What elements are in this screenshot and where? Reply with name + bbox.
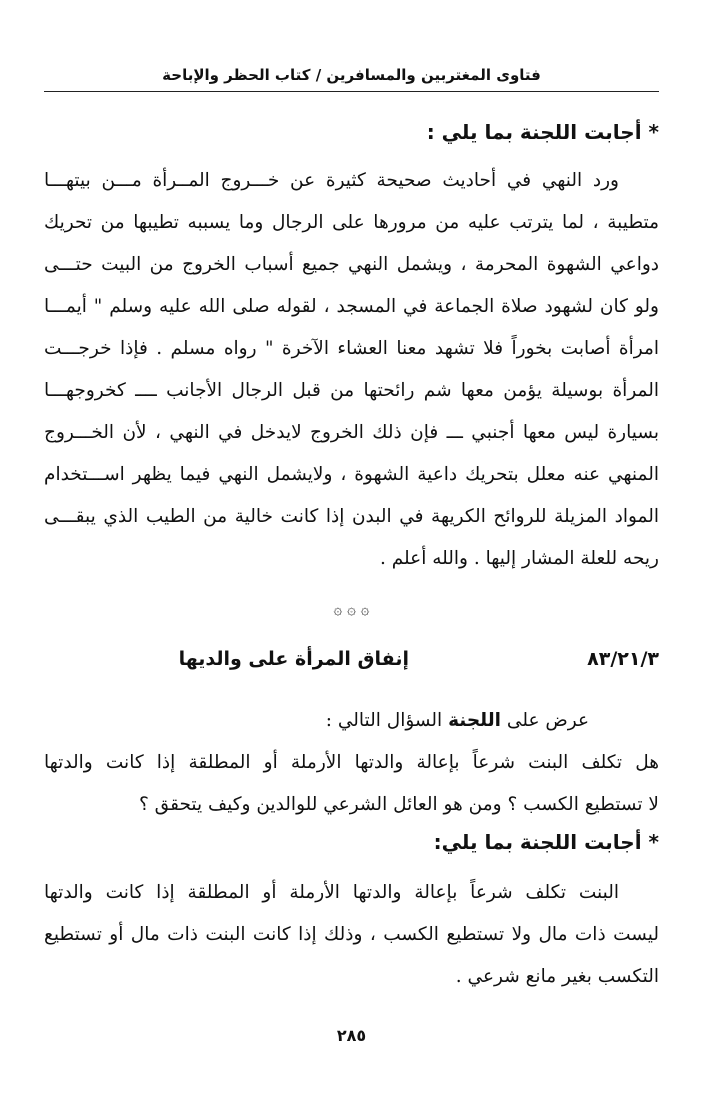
text-line: ورد النهي في أحاديث صحيحة كثيرة عن خـــروج المــرأة مـــن بيتهـــا — [44, 170, 619, 191]
text-line: دواعي الشهوة المحرمة ، ويشمل النهي جميع أسباب الخروج من البيت حتـــى — [44, 254, 659, 275]
text-line: امرأة أصابت بخوراً فلا تشهد معنا العشاء الآخرة " رواه مسلم . فإذا خرجـــت — [44, 338, 659, 359]
text-line: المواد المزيلة للروائح الكريهة في البدن إذا كانت خالية من الطيب الذي يبقـــى — [44, 506, 659, 527]
running-header: فتاوى المغتربين والمسافرين / كتاب الحظر والإباحة — [162, 66, 541, 84]
text-line: ريحه للعلة المشار إليها . والله أعلم . — [379, 548, 659, 569]
text-line: بسيارة ليس معها أجنبي ـــ فإن ذلك الخروج لايدخل في النهي ، لأن الخـــروج — [44, 422, 659, 443]
text-line: التكسب بغير مانع شرعي . — [455, 966, 659, 987]
header-rule — [44, 91, 659, 92]
text-line: لا تستطيع الكسب ؟ ومن هو العائل الشرعي للوالدين وكيف يتحقق ؟ — [138, 794, 659, 815]
answer-heading-2: * أجابت اللجنة بما يلي: — [433, 830, 659, 854]
question-title: إنفاق المرأة على والديها — [178, 648, 409, 670]
question-body — [44, 700, 659, 826]
section-divider-ornament: ۞ ۞ ۞ — [333, 600, 370, 618]
intro-prefix: عرض على — [501, 710, 589, 731]
answer-body-1 — [44, 160, 659, 580]
text-line: ليست ذات مال ولا تستطيع الكسب ، وذلك إذا كانت البنت ذات مال أو تستطيع — [44, 924, 659, 945]
text-line: البنت تكلف شرعاً بإعالة والدتها الأرملة أو المطلقة إذا كانت والدتها — [44, 882, 619, 903]
text-line: المرأة بوسيلة يؤمن معها شم رائحتها من قبل الرجال الأجانب ــــ كخروجهـــا — [44, 380, 659, 401]
question-title-row — [44, 648, 659, 684]
question-intro — [44, 700, 659, 742]
committee-word: اللجنة — [448, 710, 502, 731]
intro-suffix: السؤال التالي : — [325, 710, 449, 731]
answer-heading-1: * أجابت اللجنة بما يلي : — [426, 120, 659, 144]
text-line: المنهي عنه معلل بتحريك داعية الشهوة ، ولايشمل النهي فيما يظهر اســـتخدام — [44, 464, 659, 485]
text-line: ولو كان لشهود صلاة الجماعة في المسجد ، لقوله صلى الله عليه وسلم " أيمـــا — [44, 296, 659, 317]
question-number: ٨٣/٢١/٣ — [587, 648, 659, 670]
page-number: ٢٨٥ — [336, 1026, 367, 1045]
text-line: هل تكلف البنت شرعاً بإعالة والدتها الأرملة أو المطلقة إذا كانت والدتها — [44, 752, 659, 773]
answer-body-2 — [44, 872, 659, 998]
text-line: متطيبة ، لما يترتب عليه من مرورها على الرجال وما يسببه تطيبها من تحريك — [44, 212, 659, 233]
